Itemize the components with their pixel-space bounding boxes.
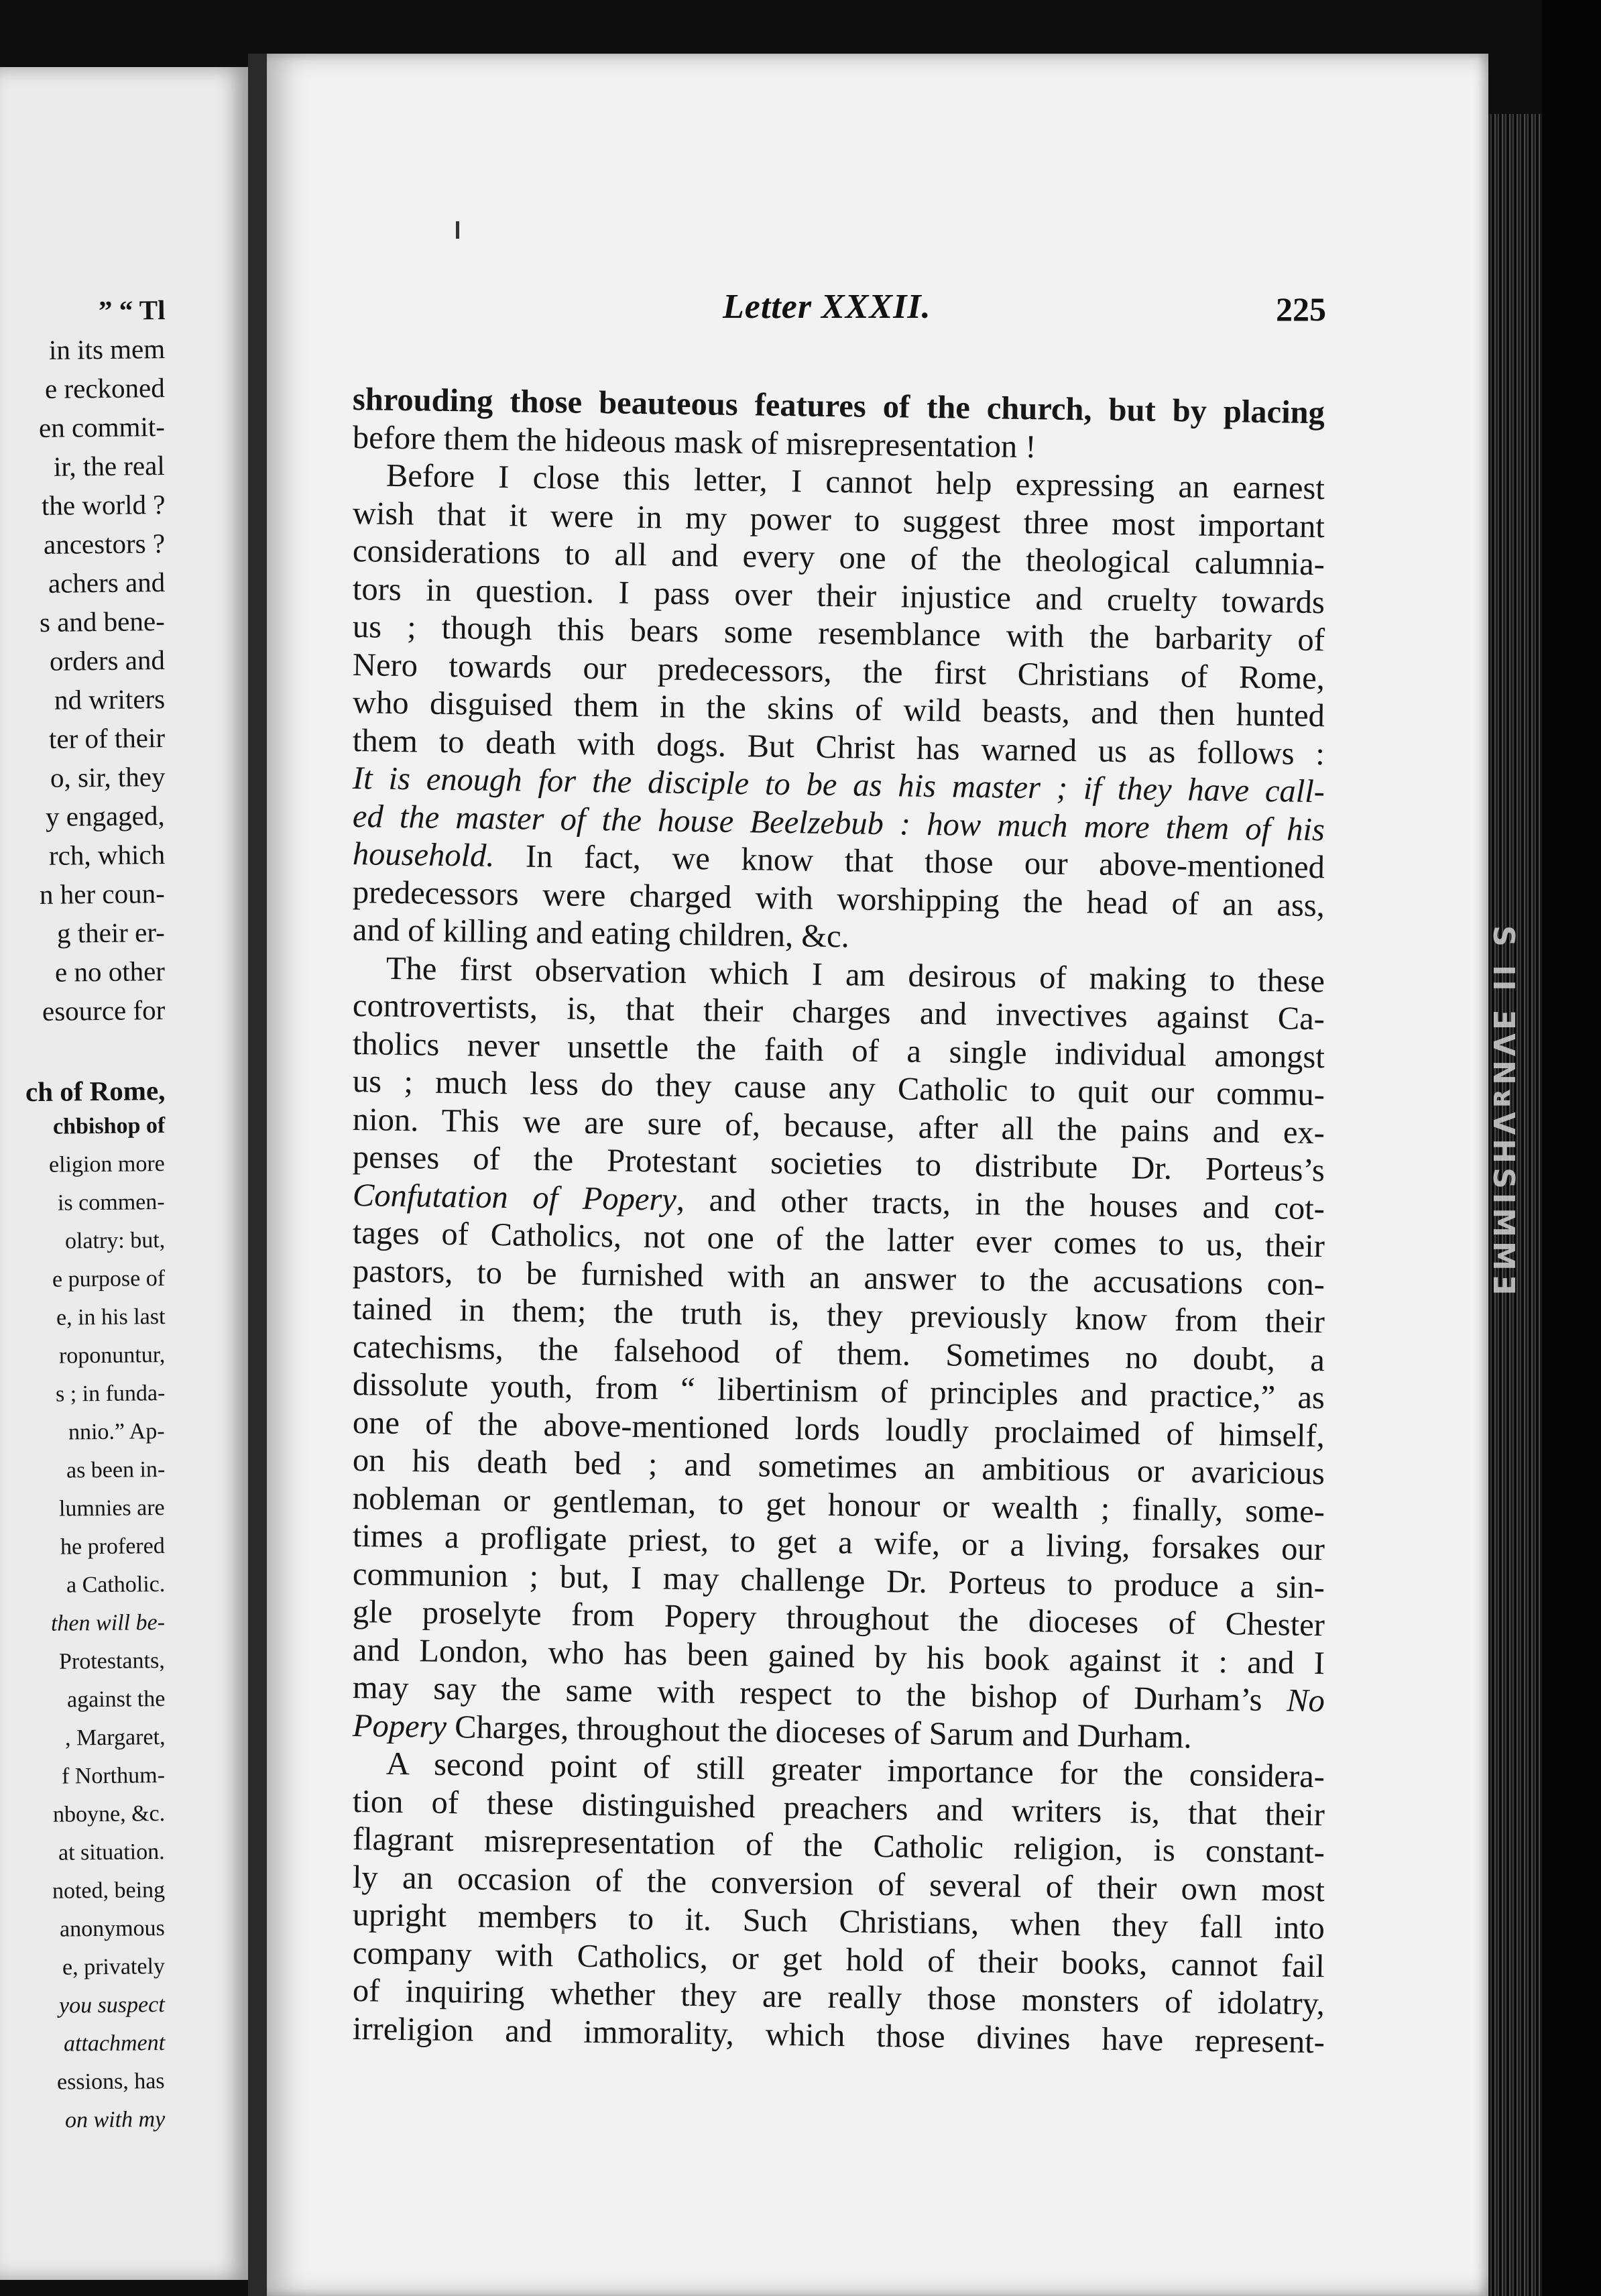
spine-lettering: S II ƎVNᴚVHSIMMƎ	[1486, 925, 1521, 1299]
body-text	[352, 381, 1325, 2060]
text-segment: tained in them; the truth is, they previously know from their	[352, 1291, 1325, 1340]
text-segment: , and other tracts, in the houses and cot-	[676, 1182, 1325, 1226]
running-head-title: Letter XXXII.	[723, 288, 931, 326]
left-page-line: s ; in funda-	[55, 1381, 166, 1407]
left-page-line: e, privately	[62, 1954, 166, 1980]
text-segment: catechisms, the falsehood of them. Sometimes no doubt, a	[352, 1328, 1325, 1378]
text-segment: The first observation which I am desirous of making to these	[386, 950, 1325, 999]
left-page-line: e reckoned	[45, 372, 166, 404]
left-page-line: anonymous	[60, 1916, 166, 1942]
text-segment: upright members to it. Such Christians, when they fall into	[352, 1897, 1325, 1947]
text-segment: controvertists, is, that their charges and invectives against Ca-	[352, 988, 1325, 1037]
book-gutter	[248, 54, 268, 2296]
text-segment: A second point of still greater importance for the considera-	[386, 1745, 1325, 1795]
text-segment: nion. This we are sure of, because, after all the pains and ex-	[352, 1101, 1325, 1151]
text-segment: Before I close this letter, I cannot help expressing an earnest	[386, 457, 1325, 507]
left-page-line: e no other	[54, 956, 166, 988]
text-segment: us ; though this bears some resemblance with the barbarity of	[352, 609, 1325, 658]
left-page-line: ancestors ?	[43, 528, 166, 560]
running-head	[267, 275, 1488, 329]
left-page-line: a Catholic.	[66, 1572, 166, 1598]
text-segment: on his death bed ; and sometimes an ambitious or avaricious	[352, 1442, 1325, 1492]
text-segment: one of the above-mentioned lords loudly proclaimed of himself,	[352, 1404, 1325, 1454]
text-segment: before them the hideous mask of misrepresentation !	[352, 419, 1036, 465]
left-page-line: attachment	[63, 2030, 166, 2057]
left-page-line: essions, has	[57, 2069, 166, 2095]
text-segment: times a profligate priest, to get a wife, or a living, forsakes our	[352, 1518, 1325, 1568]
right-page	[267, 54, 1488, 2296]
left-page-line: ter of their	[48, 722, 166, 754]
left-page-line: is commen-	[58, 1190, 166, 1216]
text-segment: company with Catholics, or get hold of their books, cannot fail	[352, 1935, 1325, 1984]
italic-text-segment: Confutation of Popery	[352, 1177, 677, 1218]
left-page-line: lumnies are	[59, 1495, 166, 1522]
text-segment: wish that it were in my power to suggest three most important	[352, 495, 1325, 544]
left-page-line: esource for	[42, 994, 166, 1027]
left-page-line: nboyne, &c.	[52, 1801, 166, 1827]
text-segment: considerations to all and every one of the theological calumnia-	[352, 533, 1325, 583]
left-page-line: against the	[66, 1686, 166, 1713]
left-page-line: f Northum-	[61, 1763, 166, 1789]
text-segment: and of killing and eating children, &c.	[352, 912, 850, 955]
left-page-line: at situation.	[58, 1839, 166, 1866]
italic-text-segment: Popery	[352, 1707, 447, 1745]
left-page-line: the world ?	[41, 489, 166, 521]
text-segment: tholics never unsettle the faith of a single individual amongst	[352, 1025, 1325, 1075]
page-number: 225	[1276, 290, 1326, 328]
left-page-line: as been in-	[66, 1457, 166, 1483]
left-page-line: ir, the real	[54, 450, 166, 482]
text-segment: Charges, throughout the dioceses of Sarum and Durham.	[446, 1709, 1193, 1755]
left-page-line: e, in his last	[56, 1304, 166, 1330]
italic-text-segment: No	[1286, 1682, 1325, 1719]
italic-text-segment: ed the master of the house Beelzebub : how much more them of his	[352, 798, 1325, 848]
left-page-line: on with my	[64, 2107, 166, 2133]
left-page-line: ” “ Tl	[98, 294, 166, 327]
left-page-line: Protestants,	[59, 1648, 166, 1674]
text-segment: communion ; but, I may challenge Dr. Porteus to produce a sin-	[352, 1556, 1325, 1605]
text-segment: penses of the Protestant societies to distribute Dr. Porteus’s	[352, 1139, 1325, 1189]
text-segment: shrouding those beauteous features of the church, but by placing	[352, 382, 1325, 431]
text-segment: them to death with dogs. But Christ has warned us as follows :	[352, 722, 1325, 772]
left-page-line: g their er-	[56, 917, 166, 949]
left-page-line: chbishop of	[52, 1113, 166, 1139]
text-segment: tages of Catholics, not one of the latter ever comes to us, their	[352, 1215, 1325, 1265]
left-page-line: s and bene-	[40, 606, 166, 638]
left-page-line: you suspect	[59, 1992, 166, 2018]
left-page-line: , Margaret,	[64, 1725, 166, 1751]
italic-text-segment: It is enough for the disciple to be as his master ; if they have call-	[352, 760, 1325, 810]
text-segment: irreligion and immorality, which those divines have represent-	[352, 2010, 1325, 2060]
text-segment: us ; much less do they cause any Catholic to quit our commu-	[352, 1064, 1325, 1113]
text-segment: and London, who has been gained by his book against it : and I	[352, 1631, 1325, 1681]
left-page-line: orders and	[49, 644, 166, 677]
left-page-line: nd writers	[54, 683, 166, 715]
left-page-line: noted, being	[52, 1878, 166, 1904]
left-page-line: achers and	[48, 567, 166, 599]
left-page-line: en commit-	[38, 411, 166, 443]
text-segment: tors in question. I pass over their injustice and cruelty towards	[352, 571, 1325, 620]
text-segment: dissolute youth, from “ libertinism of principles and practice,” as	[352, 1367, 1325, 1416]
left-page-line: ch of Rome,	[25, 1075, 166, 1108]
left-page-fragment	[0, 67, 248, 2280]
text-segment: flagrant misrepresentation of the Catholic religion, is constant-	[352, 1821, 1325, 1871]
text-segment: predecessors were charged with worshipping the head of an ass,	[352, 874, 1325, 923]
left-page-line: roponuntur,	[58, 1342, 166, 1369]
text-segment: gle proselyte from Popery throughout the dioceses of Chester	[352, 1594, 1325, 1644]
text-segment: pastors, to be furnished with an answer to the accusations con-	[352, 1253, 1325, 1302]
text-segment: tion of these distinguished preachers and writers is, that their	[352, 1783, 1325, 1833]
left-page-line: he profered	[60, 1534, 166, 1560]
left-page-line: e purpose of	[52, 1266, 166, 1292]
left-page-line: nnio.” Ap-	[68, 1419, 166, 1445]
left-page-line: in its mem	[48, 333, 166, 365]
left-page-line: y engaged,	[46, 800, 166, 832]
text-segment: who disguised them in the skins of wild beasts, and then hunted	[352, 685, 1325, 734]
text-segment: nobleman or gentleman, to get honour or wealth ; finally, some-	[352, 1480, 1325, 1530]
scan-background	[1542, 0, 1601, 2296]
text-segment: ly an occasion of the conversion of several of their own most	[352, 1859, 1325, 1908]
text-segment: In fact, we know that those our above-mentioned	[494, 838, 1325, 886]
left-page-line: rch, which	[48, 839, 166, 871]
text-segment: of inquiring whether they are really those monsters of idolatry,	[352, 1973, 1325, 2022]
text-segment: Nero towards our predecessors, the first Christians of Rome,	[352, 646, 1325, 696]
left-page-line: o, sir, they	[50, 761, 166, 793]
left-page-line: then will be-	[50, 1610, 166, 1636]
left-page-line: n her coun-	[40, 878, 166, 910]
left-page-line: eligion more	[49, 1151, 166, 1178]
text-segment: may say the same with respect to the bishop of Durham’s	[352, 1670, 1287, 1719]
left-page-line: olatry: but,	[64, 1228, 166, 1254]
italic-text-segment: household.	[352, 836, 495, 874]
ink-speck	[456, 221, 459, 239]
